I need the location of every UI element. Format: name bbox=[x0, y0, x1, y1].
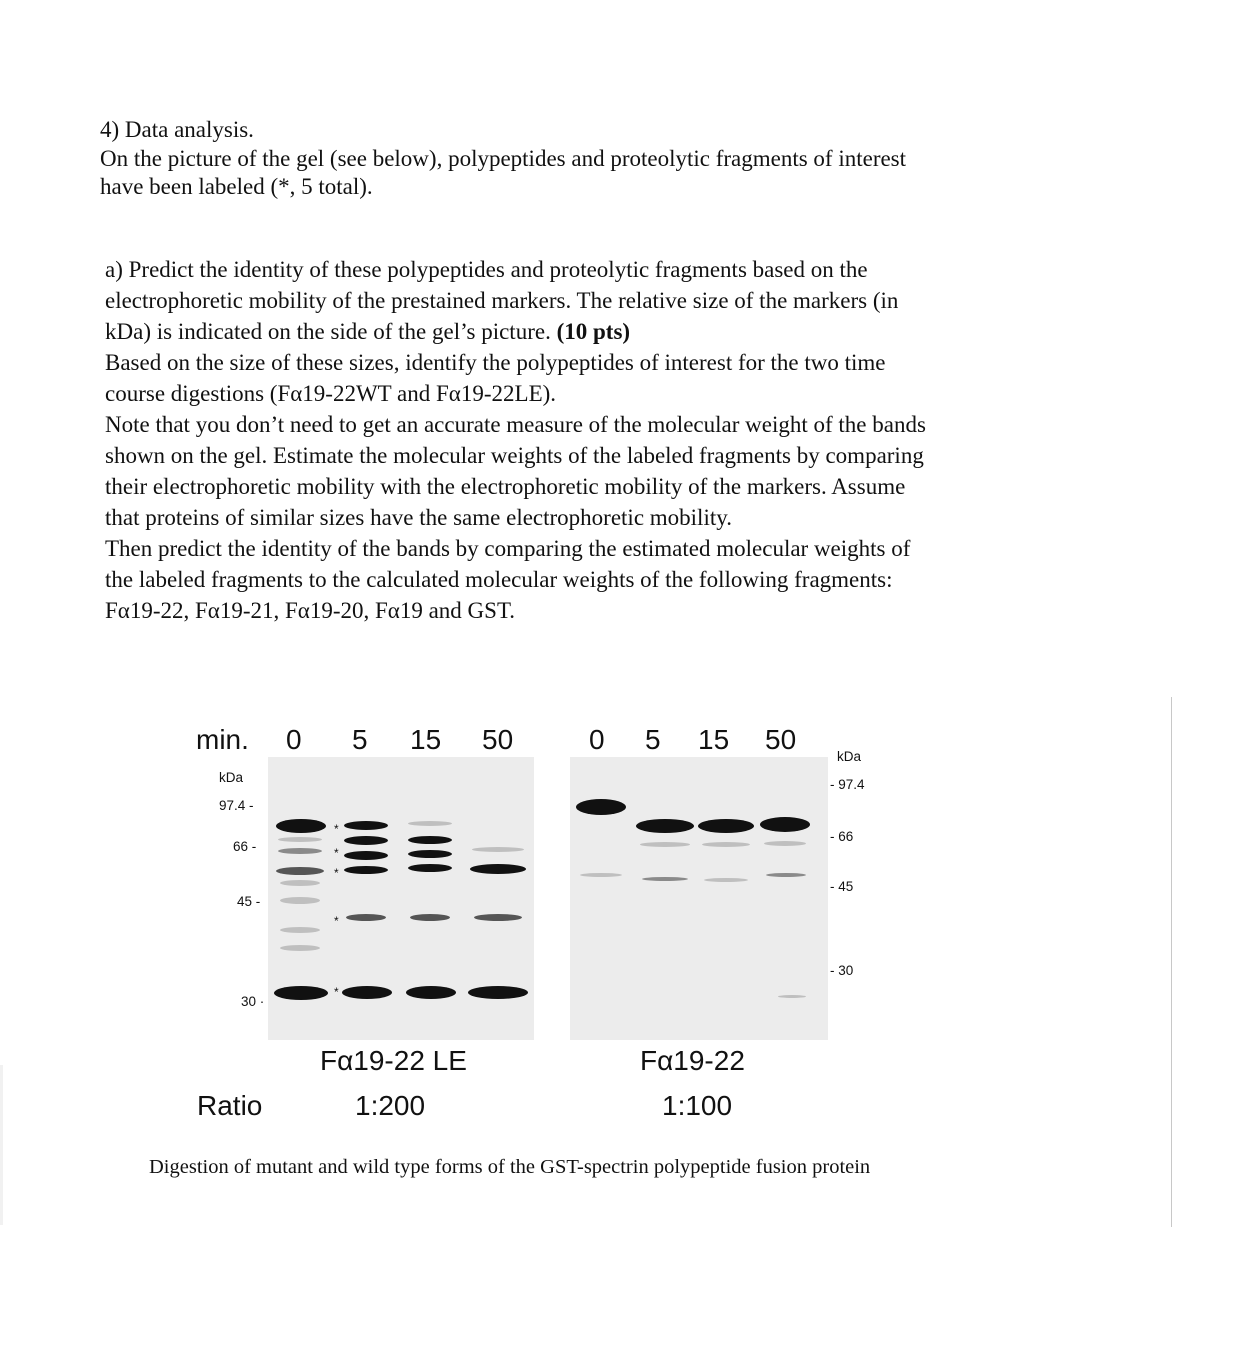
left-marker-97: 97.4 - bbox=[219, 798, 254, 813]
band bbox=[278, 848, 322, 854]
band bbox=[406, 986, 456, 999]
band bbox=[704, 878, 748, 882]
right-ratio-value: 1:100 bbox=[662, 1090, 733, 1121]
band bbox=[408, 850, 452, 858]
band bbox=[642, 877, 688, 881]
band bbox=[344, 821, 388, 830]
band bbox=[472, 847, 524, 852]
right-gel-image bbox=[570, 757, 828, 1040]
intro-line-2: have been labeled (*, 5 total). bbox=[100, 174, 373, 199]
left-lane-15: 15 bbox=[410, 724, 442, 755]
star-marker-5: * bbox=[334, 985, 339, 999]
band bbox=[280, 945, 320, 951]
band bbox=[410, 914, 450, 921]
star-marker-1: * bbox=[334, 822, 339, 836]
right-lane-50: 50 bbox=[765, 724, 797, 755]
band bbox=[470, 864, 526, 874]
band bbox=[702, 842, 750, 847]
left-lane-0: 0 bbox=[286, 724, 302, 755]
band bbox=[346, 914, 386, 921]
part-a-line-8: their electrophoretic mobility with the electrophoretic mobility of the markers. Assume bbox=[105, 474, 906, 499]
right-marker-45: - 45 bbox=[830, 879, 854, 894]
band bbox=[474, 914, 522, 921]
part-a-line-11: the labeled fragments to the calculated molecular weights of the following fragments: bbox=[105, 567, 893, 592]
band bbox=[342, 986, 392, 999]
right-marker-66: - 66 bbox=[830, 829, 854, 844]
band bbox=[764, 841, 806, 846]
part-a-line-1: a) Predict the identity of these polypeptides and proteolytic fragments based on the bbox=[105, 257, 868, 282]
band bbox=[280, 897, 320, 904]
band bbox=[698, 819, 754, 833]
part-a-line-2: electrophoretic mobility of the prestained markers. The relative size of the markers (in bbox=[105, 288, 899, 313]
band bbox=[274, 986, 328, 1000]
time-label: min. bbox=[196, 724, 249, 755]
part-a-line-7: shown on the gel. Estimate the molecular weights of the labeled fragments by comparing bbox=[105, 443, 924, 468]
left-marker-66: 66 - bbox=[233, 839, 257, 854]
band bbox=[344, 866, 388, 874]
part-a-points: (10 pts) bbox=[556, 319, 631, 344]
part-a-line-10: Then predict the identity of the bands by comparing the estimated molecular weights of bbox=[105, 536, 911, 561]
part-a-block bbox=[105, 254, 926, 626]
band bbox=[278, 837, 322, 842]
ratio-label: Ratio bbox=[197, 1090, 263, 1121]
star-marker-4: * bbox=[334, 914, 339, 928]
right-marker-97: - 97.4 bbox=[830, 777, 865, 792]
part-a-line-6: Note that you don’t need to get an accurate measure of the molecular weight of the bands bbox=[105, 412, 926, 437]
band bbox=[640, 842, 690, 847]
band bbox=[468, 986, 528, 999]
right-kda-label: kDa bbox=[837, 749, 862, 764]
left-ratio-value: 1:200 bbox=[355, 1090, 426, 1121]
band bbox=[280, 880, 320, 886]
left-lane-50: 50 bbox=[482, 724, 514, 755]
band bbox=[766, 873, 806, 877]
band bbox=[636, 819, 694, 833]
left-marker-45: 45 - bbox=[237, 894, 261, 909]
band bbox=[760, 817, 810, 832]
left-gel-name: Fα19-22 LE bbox=[320, 1045, 467, 1076]
right-lane-0: 0 bbox=[589, 724, 605, 755]
page-divider-line bbox=[1171, 697, 1172, 1227]
left-marker-30: 30 · bbox=[241, 994, 265, 1009]
question-heading: 4) Data analysis. bbox=[100, 117, 254, 142]
band bbox=[280, 927, 320, 933]
figure-caption: Digestion of mutant and wild type forms of the GST-spectrin polypeptide fusion protein bbox=[149, 1156, 871, 1178]
part-a-line-4: Based on the size of these sizes, identify the polypeptides of interest for the two time bbox=[105, 350, 886, 375]
band bbox=[276, 819, 326, 833]
star-marker-3: * bbox=[334, 866, 339, 880]
band bbox=[276, 867, 324, 875]
part-a-line-9: that proteins of similar sizes have the same electrophoretic mobility. bbox=[105, 505, 732, 530]
question-heading-block bbox=[100, 116, 906, 202]
band bbox=[408, 836, 452, 844]
left-kda-label: kDa bbox=[219, 770, 244, 785]
right-lane-5: 5 bbox=[645, 724, 661, 755]
band bbox=[408, 821, 452, 826]
band bbox=[576, 799, 626, 815]
part-a-line-3-text: kDa) is indicated on the side of the gel’s picture. bbox=[105, 319, 557, 344]
band bbox=[344, 836, 388, 845]
band bbox=[408, 864, 452, 872]
part-a-line-12: Fα19-22, Fα19-21, Fα19-20, Fα19 and GST. bbox=[105, 598, 516, 623]
left-gel-image bbox=[268, 757, 534, 1040]
intro-line-1: On the picture of the gel (see below), polypeptides and proteolytic fragments of interest bbox=[100, 145, 907, 171]
band bbox=[344, 851, 388, 860]
part-a-line-3 bbox=[105, 316, 926, 347]
star-marker-2: * bbox=[334, 846, 339, 860]
band bbox=[580, 873, 622, 877]
right-marker-30: - 30 bbox=[830, 963, 854, 978]
page-edge-mark bbox=[0, 1065, 3, 1225]
right-lane-15: 15 bbox=[698, 724, 730, 755]
part-a-line-5: course digestions (Fα19-22WT and Fα19-22LE). bbox=[105, 381, 557, 406]
left-lane-5: 5 bbox=[352, 724, 368, 755]
right-gel-name: Fα19-22 bbox=[640, 1045, 745, 1076]
band bbox=[778, 995, 806, 998]
